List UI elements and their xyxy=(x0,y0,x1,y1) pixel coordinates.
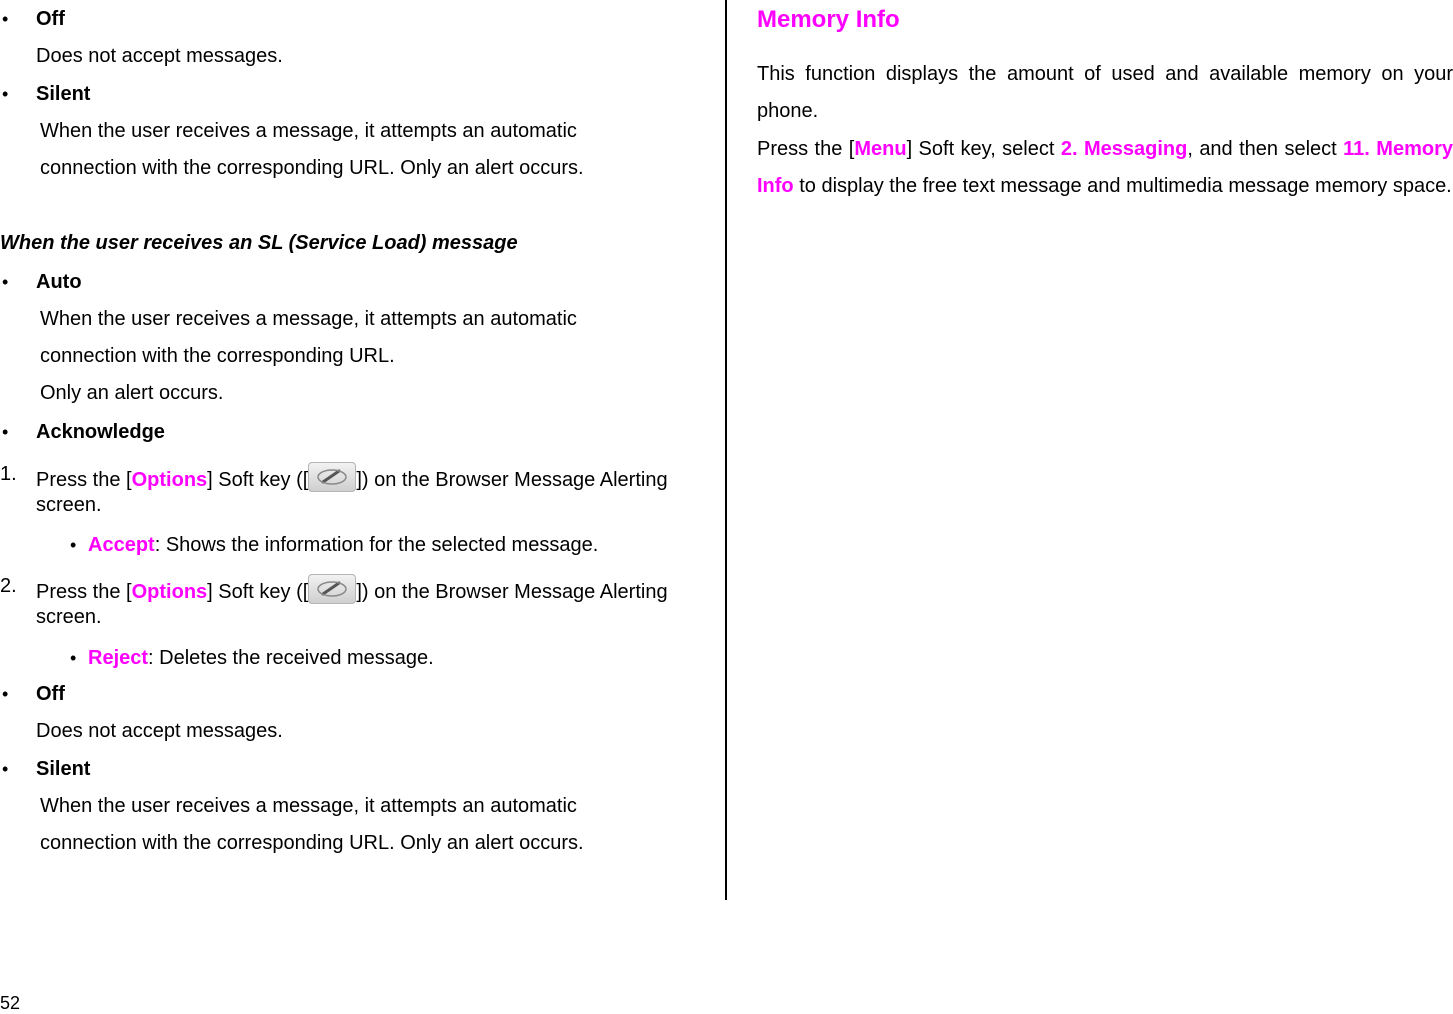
silent2-desc-line2: connection with the corresponding URL. Only an alert occurs. xyxy=(40,832,584,854)
silent-desc-line1: When the user receives a message, it attempts an automatic xyxy=(40,120,577,142)
messaging-menu-label: 2. Messaging xyxy=(1060,138,1188,160)
para2-post: to display the free text message and multimedia message memory space. xyxy=(793,175,1452,197)
bullet-icon: • xyxy=(2,422,9,442)
acknowledge-title: Acknowledge xyxy=(36,421,165,443)
options-key-label: Options xyxy=(131,581,208,603)
step-1-text xyxy=(36,462,668,492)
step-2-text xyxy=(36,574,668,604)
memory-info-para-2 xyxy=(757,131,1453,205)
silent-title-2: Silent xyxy=(36,758,91,780)
bullet-icon: • xyxy=(70,535,77,555)
step-1-cont: screen. xyxy=(36,494,102,516)
step-1-mid: ] Soft key ([ xyxy=(207,469,309,491)
off-desc-2: Does not accept messages. xyxy=(36,720,283,742)
auto-title: Auto xyxy=(36,271,82,293)
bullet-icon: • xyxy=(70,648,77,668)
sl-heading: When the user receives an SL (Service Load) message xyxy=(0,232,518,254)
step-2-post: ]) on the Browser Message Alerting xyxy=(356,581,668,603)
silent2-desc-line1: When the user receives a message, it attempts an automatic xyxy=(40,795,577,817)
step-2-number: 2. xyxy=(0,575,17,597)
bullet-icon: • xyxy=(2,84,9,104)
column-divider xyxy=(725,0,727,900)
reject-item xyxy=(88,646,434,670)
bullet-icon: • xyxy=(2,684,9,704)
para2-mid2: , and then select xyxy=(1187,138,1344,160)
step-1-post: ]) on the Browser Message Alerting xyxy=(356,469,668,491)
step-2-mid: ] Soft key ([ xyxy=(207,581,309,603)
silent-desc-line2: connection with the corresponding URL. Only an alert occurs. xyxy=(40,157,584,179)
reject-desc: : Deletes the received message. xyxy=(148,647,434,669)
step-2-pre: Press the [ xyxy=(36,581,132,603)
bullet-icon: • xyxy=(2,272,9,292)
silent-title: Silent xyxy=(36,83,91,105)
accept-label: Accept xyxy=(88,534,155,556)
auto-desc-line2: connection with the corresponding URL. xyxy=(40,345,395,367)
off-title-2: Off xyxy=(36,683,65,705)
memory-info-menu-label: 11. Memory Info xyxy=(757,138,1453,197)
accept-item xyxy=(88,533,598,557)
step-1-pre: Press the [ xyxy=(36,469,132,491)
memory-info-para-1: This function displays the amount of used and available memory on your phone. xyxy=(757,63,1453,122)
para2-pre: Press the [ xyxy=(757,138,855,160)
para2-mid1: ] Soft key, select xyxy=(906,138,1061,160)
accept-desc: : Shows the information for the selected message. xyxy=(154,534,599,556)
off-desc: Does not accept messages. xyxy=(36,45,283,67)
bullet-icon: • xyxy=(2,759,9,779)
reject-label: Reject xyxy=(88,647,149,669)
off-title: Off xyxy=(36,8,65,30)
softkey-icon xyxy=(308,462,356,492)
step-1-number: 1. xyxy=(0,463,17,485)
page-number: 52 xyxy=(0,993,21,1013)
menu-key-label: Menu xyxy=(854,138,907,160)
options-key-label: Options xyxy=(131,469,208,491)
section-title: Memory Info xyxy=(757,6,900,33)
softkey-icon xyxy=(308,574,356,604)
auto-desc-line3: Only an alert occurs. xyxy=(40,382,224,404)
bullet-icon: • xyxy=(2,9,9,29)
step-2-cont: screen. xyxy=(36,606,102,628)
auto-desc-line1: When the user receives a message, it attempts an automatic xyxy=(40,308,577,330)
